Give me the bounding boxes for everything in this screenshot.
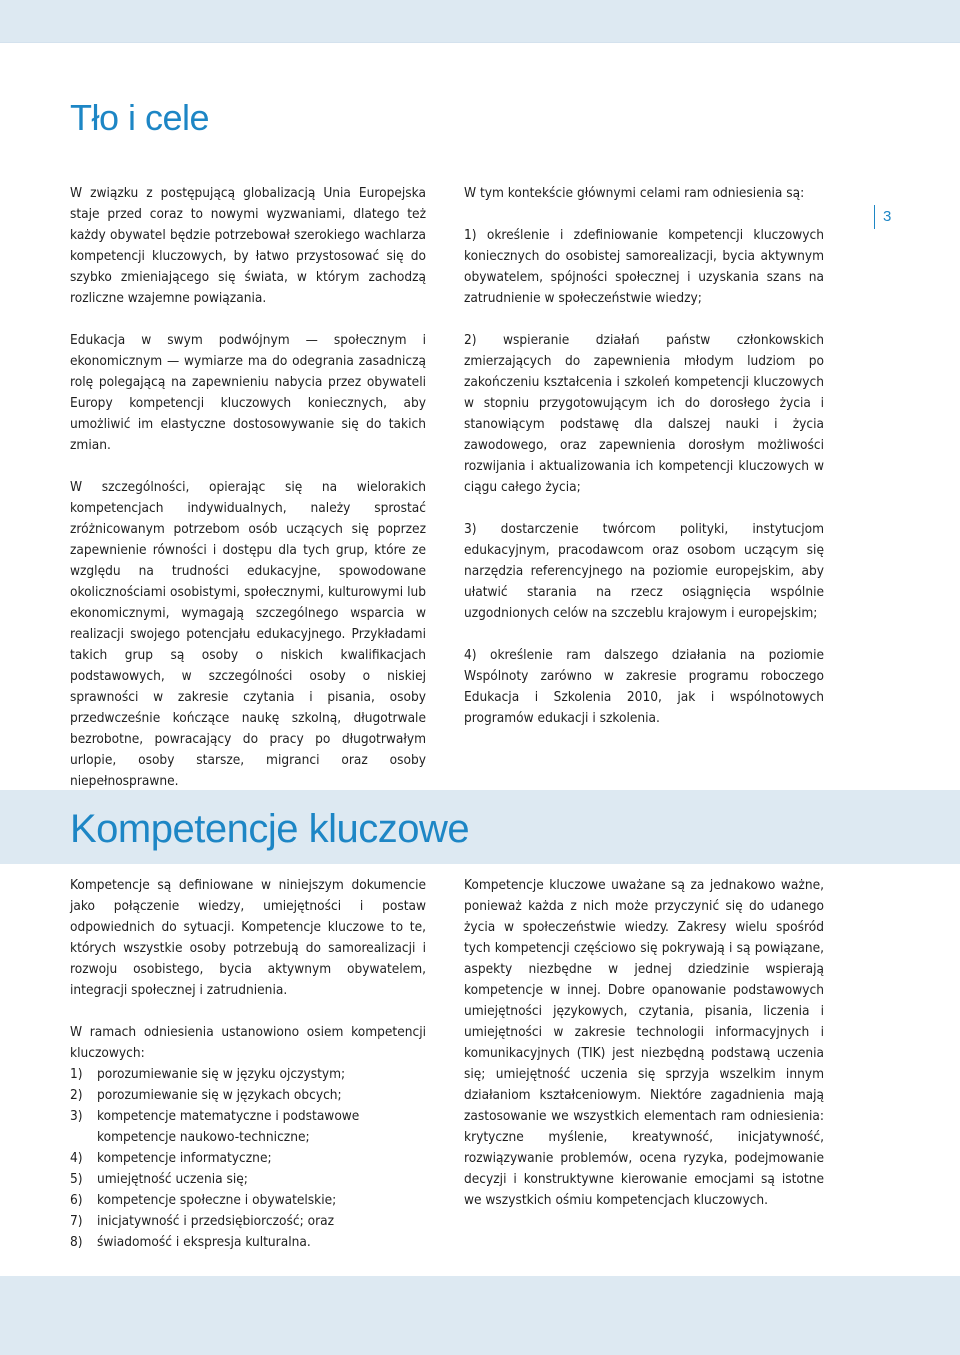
page-number: 3 xyxy=(874,205,891,229)
list-item: 8) świadomość i ekspresja kulturalna. xyxy=(70,1234,311,1250)
section-title-background: Tło i cele xyxy=(70,97,210,138)
list-item: 3) kompetencje matematyczne i podstawowe kompetencje naukowo-techniczne; xyxy=(70,1108,360,1145)
equal-importance-paragraph: Kompetencje kluczowe uważane są za jednakowo ważne, ponieważ każda z nich może przyczynić się do udanego życia w społeczeństwie wiedzy. Zakresy wielu spośród tych kompetencji częściowo się pokrywają i są powiązane, aspekty niezbędne w jednej dziedzinie wspierają kompetencje w innej. Dobre opanowanie podstawowych umiejętności językowych, czytania, pisania, liczenia i umiejętności w zakresie technologii informacyjnych i komunikacyjnych (TIK) jest niezbędną podstawą uczenia się; umiejętność uczenia się sprzyja wszelkim innym działaniom kształceniowym. Niektóre zagadnienia mają zastosowanie we wszystkich elementach ram odniesienia: krytyczne myślenie, kreatywność, inicjatywność, rozwiązywanie problemów, ocena ryzyka, podejmowanie decyzji i konstruktywne kierowanie emocjami są istotne we wszystkich ośmiu kompetencjach kluczowych. xyxy=(464,877,824,1208)
objectives-intro: W tym kontekście głównymi celami ram odniesienia są: xyxy=(464,185,805,201)
objective-item: 3) dostarczenie twórcom polityki, instytucjom edukacyjnym, pracodawcom oraz osobom uczącym się narzędzia referencyjnego na poziomie europejskim, aby ułatwić starania na rzecz osiągnięcia wspólnie uzgodnionych celów na szczeblu krajowym i europejskim; xyxy=(464,521,824,621)
intro-paragraph: W związku z postępującą globalizacją Unia Europejska staje przed coraz to nowymi wyzwaniami, dlatego też każdy obywatel będzie potrzebował szerokiego wachlarza kompetencji kluczowych, by łatwo przystosować się do szybko zmieniającego się świata, w którym zachodzą rozliczne wzajemne powiązania. xyxy=(70,185,426,306)
objective-item: 4) określenie ram dalszego działania na poziomie Wspólnoty zarówno w zakresie programu roboczego Edukacja i Szkolenia 2010, jak i wspólnotowych programów edukacji i szkolenia. xyxy=(464,647,824,726)
list-intro: W ramach odniesienia ustanowiono osiem kompetencji kluczowych: xyxy=(70,1024,426,1061)
definition-paragraph: Kompetencje są definiowane w niniejszym dokumencie jako połączenie wiedzy, umiejętności i postaw odpowiednich do sytuacji. Kompetencje kluczowe to te, których wszystkie osoby potrzebują do samorealizacji i rozwoju osobistego, bycia aktywnym obywatelem, integracji społecznej i zatrudnienia. xyxy=(70,877,426,998)
list-item: 1) porozumiewanie się w języku ojczystym; xyxy=(70,1066,346,1082)
list-item: 2) porozumiewanie się w językach obcych; xyxy=(70,1087,342,1103)
objective-item: 2) wspieranie działań państw członkowskich zmierzających do zapewnienia młodym ludziom po zakończeniu kształcenia i szkoleń kompetencji kluczowych w stopniu przygotowującym ich do dorosłego życia i stanowiącym podstawę dla dalszej nauki i życia zawodowego, oraz zapewnienia dorosłym możliwości rozwijania i aktualizowania ich kompetencji kluczowych w ciągu całego życia; xyxy=(464,332,824,495)
competences-right-column xyxy=(464,875,824,1211)
top-band xyxy=(0,0,960,43)
education-paragraph: Edukacja w swym podwójnym — społecznym i ekonomicznym — wymiarze ma do odegrania zasadniczą rolę polegającą na zapewnieniu nabycia przez obywateli Europy kompetencji kluczowych koniecznych, aby umożliwić im elastyczne dostosowywanie się do takich zmian. xyxy=(70,332,426,453)
list-item: 4) kompetencje informatyczne; xyxy=(70,1150,272,1166)
list-item: 7) inicjatywność i przedsiębiorczość; oraz xyxy=(70,1213,335,1229)
key-competences-list xyxy=(70,1064,426,1253)
objective-item: 1) określenie i zdefiniowanie kompetencji kluczowych koniecznych do osobistej samorealizacji, bycia aktywnym obywatelem, spójności społecznej i uzyskania szans na zatrudnienie w społeczeństwie wiedzy; xyxy=(464,227,824,306)
objectives-column xyxy=(464,183,824,729)
section-title-key-competences: Kompetencje kluczowe xyxy=(70,807,470,851)
competences-left-column xyxy=(70,875,426,1253)
background-left-column xyxy=(70,183,426,792)
list-item: 5) umiejętność uczenia się; xyxy=(70,1171,248,1187)
objectives-list xyxy=(464,225,824,729)
bottom-band xyxy=(0,1276,960,1355)
list-item: 6) kompetencje społeczne i obywatelskie; xyxy=(70,1192,337,1208)
special-needs-paragraph: W szczególności, opierając się na wielorakich kompetencjach indywidualnych, należy sprostać zróżnicowanym potrzebom osób uczących się poprzez zapewnienie równości i dostępu dla tych grup, które ze względu na trudności edukacyjne, spowodowane okolicznościami osobistymi, społecznymi, kulturowymi lub ekonomicznymi, wymagają szczególnego wsparcia w realizacji swojego potencjału edukacyjnego. Przykładami takich grup są osoby o niskich kwalifikacjach podstawowych, w szczególności osoby o niskiej sprawności w zakresie czytania i pisania, osoby przedwcześnie kończące naukę szkolną, długotrwale bezrobotne, powracający do pracy po długotrwałym urlopie, osoby starsze, migranci oraz osoby niepełnosprawne. xyxy=(70,479,426,789)
